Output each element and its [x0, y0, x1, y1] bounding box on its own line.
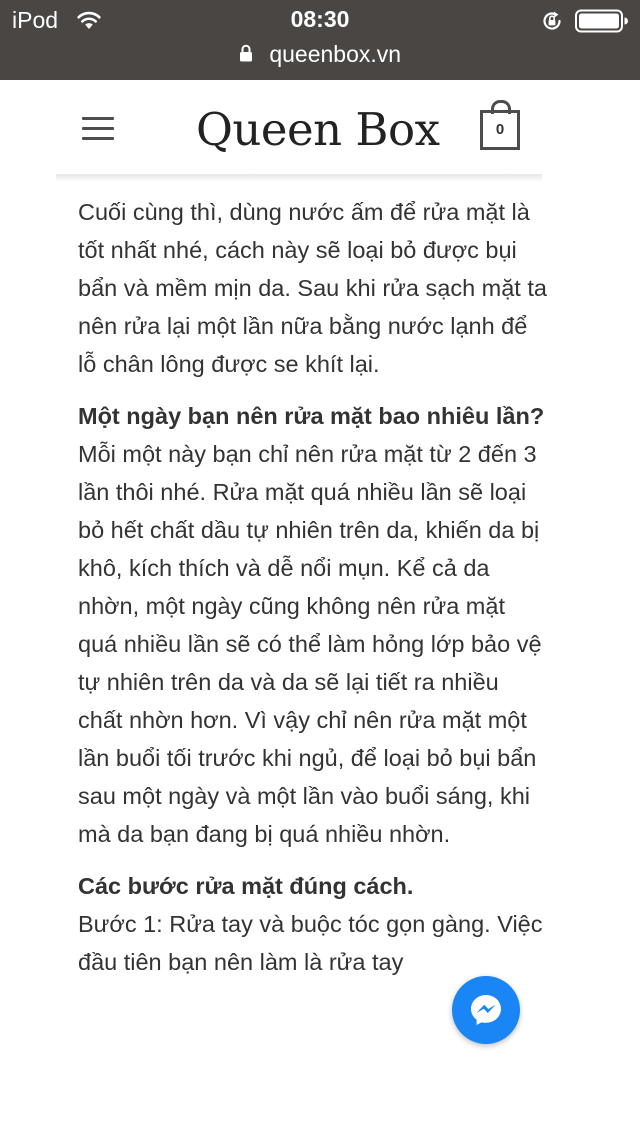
- article-body: [78, 193, 548, 981]
- rotation-lock-icon: [540, 9, 564, 33]
- paragraph: Bước 1: Rửa tay và buộc tóc gọn gàng. Việc đầu tiên bạn nên làm là rửa tay: [78, 911, 543, 975]
- address-bar[interactable]: [0, 40, 640, 72]
- cart-count: 0: [480, 110, 520, 150]
- paragraph: Mỗi một này bạn chỉ nên rửa mặt từ 2 đến 3 lần thôi nhé. Rửa mặt quá nhiều lần sẽ loại bỏ hết chất dầu tự nhiên trên da, khiến da bị khô, kích thích và dễ nổi mụn. Kể cả da nhờn, một ngày cũng không nên rửa mặt quá nhiều lần sẽ có thể làm hỏng lớp bảo vệ tự nhiên trên da và da sẽ lại tiết ra nhiều chất nhờn hơn. Vì vậy chỉ nên rửa mặt một lần buổi tối trước khi ngủ, để loại bỏ bụi bẩn sau một ngày và một lần vào buổi sáng, khi mà da bạn đang bị quá nhiều nhờn.: [78, 441, 542, 847]
- header-divider: [56, 174, 542, 182]
- url-text: queenbox.vn: [269, 41, 402, 68]
- carrier-label: iPod: [12, 7, 59, 33]
- clock: 08:30: [290, 6, 350, 32]
- section-heading: Một ngày bạn nên rửa mặt bao nhiêu lần?: [78, 403, 545, 429]
- messenger-chat-button[interactable]: [452, 976, 520, 1044]
- section-heading: Các bước rửa mặt đúng cách.: [78, 873, 414, 899]
- battery-icon: [575, 9, 629, 33]
- lock-icon: [239, 44, 253, 62]
- hamburger-menu-icon[interactable]: [82, 117, 114, 141]
- site-header: [0, 80, 640, 178]
- messenger-icon: [469, 993, 503, 1027]
- status-bar: [0, 0, 640, 40]
- shopping-bag-icon[interactable]: [480, 100, 520, 150]
- paragraph: Cuối cùng thì, dùng nước ấm để rửa mặt là tốt nhất nhé, cách này sẽ loại bỏ được bụi bẩn và mềm mịn da. Sau khi rửa sạch mặt ta nên rửa lại một lần nữa bằng nước lạnh để lỗ chân lông được se khít lại.: [78, 199, 547, 377]
- site-logo[interactable]: Queen Box: [196, 103, 440, 156]
- ios-top-bar: [0, 0, 640, 80]
